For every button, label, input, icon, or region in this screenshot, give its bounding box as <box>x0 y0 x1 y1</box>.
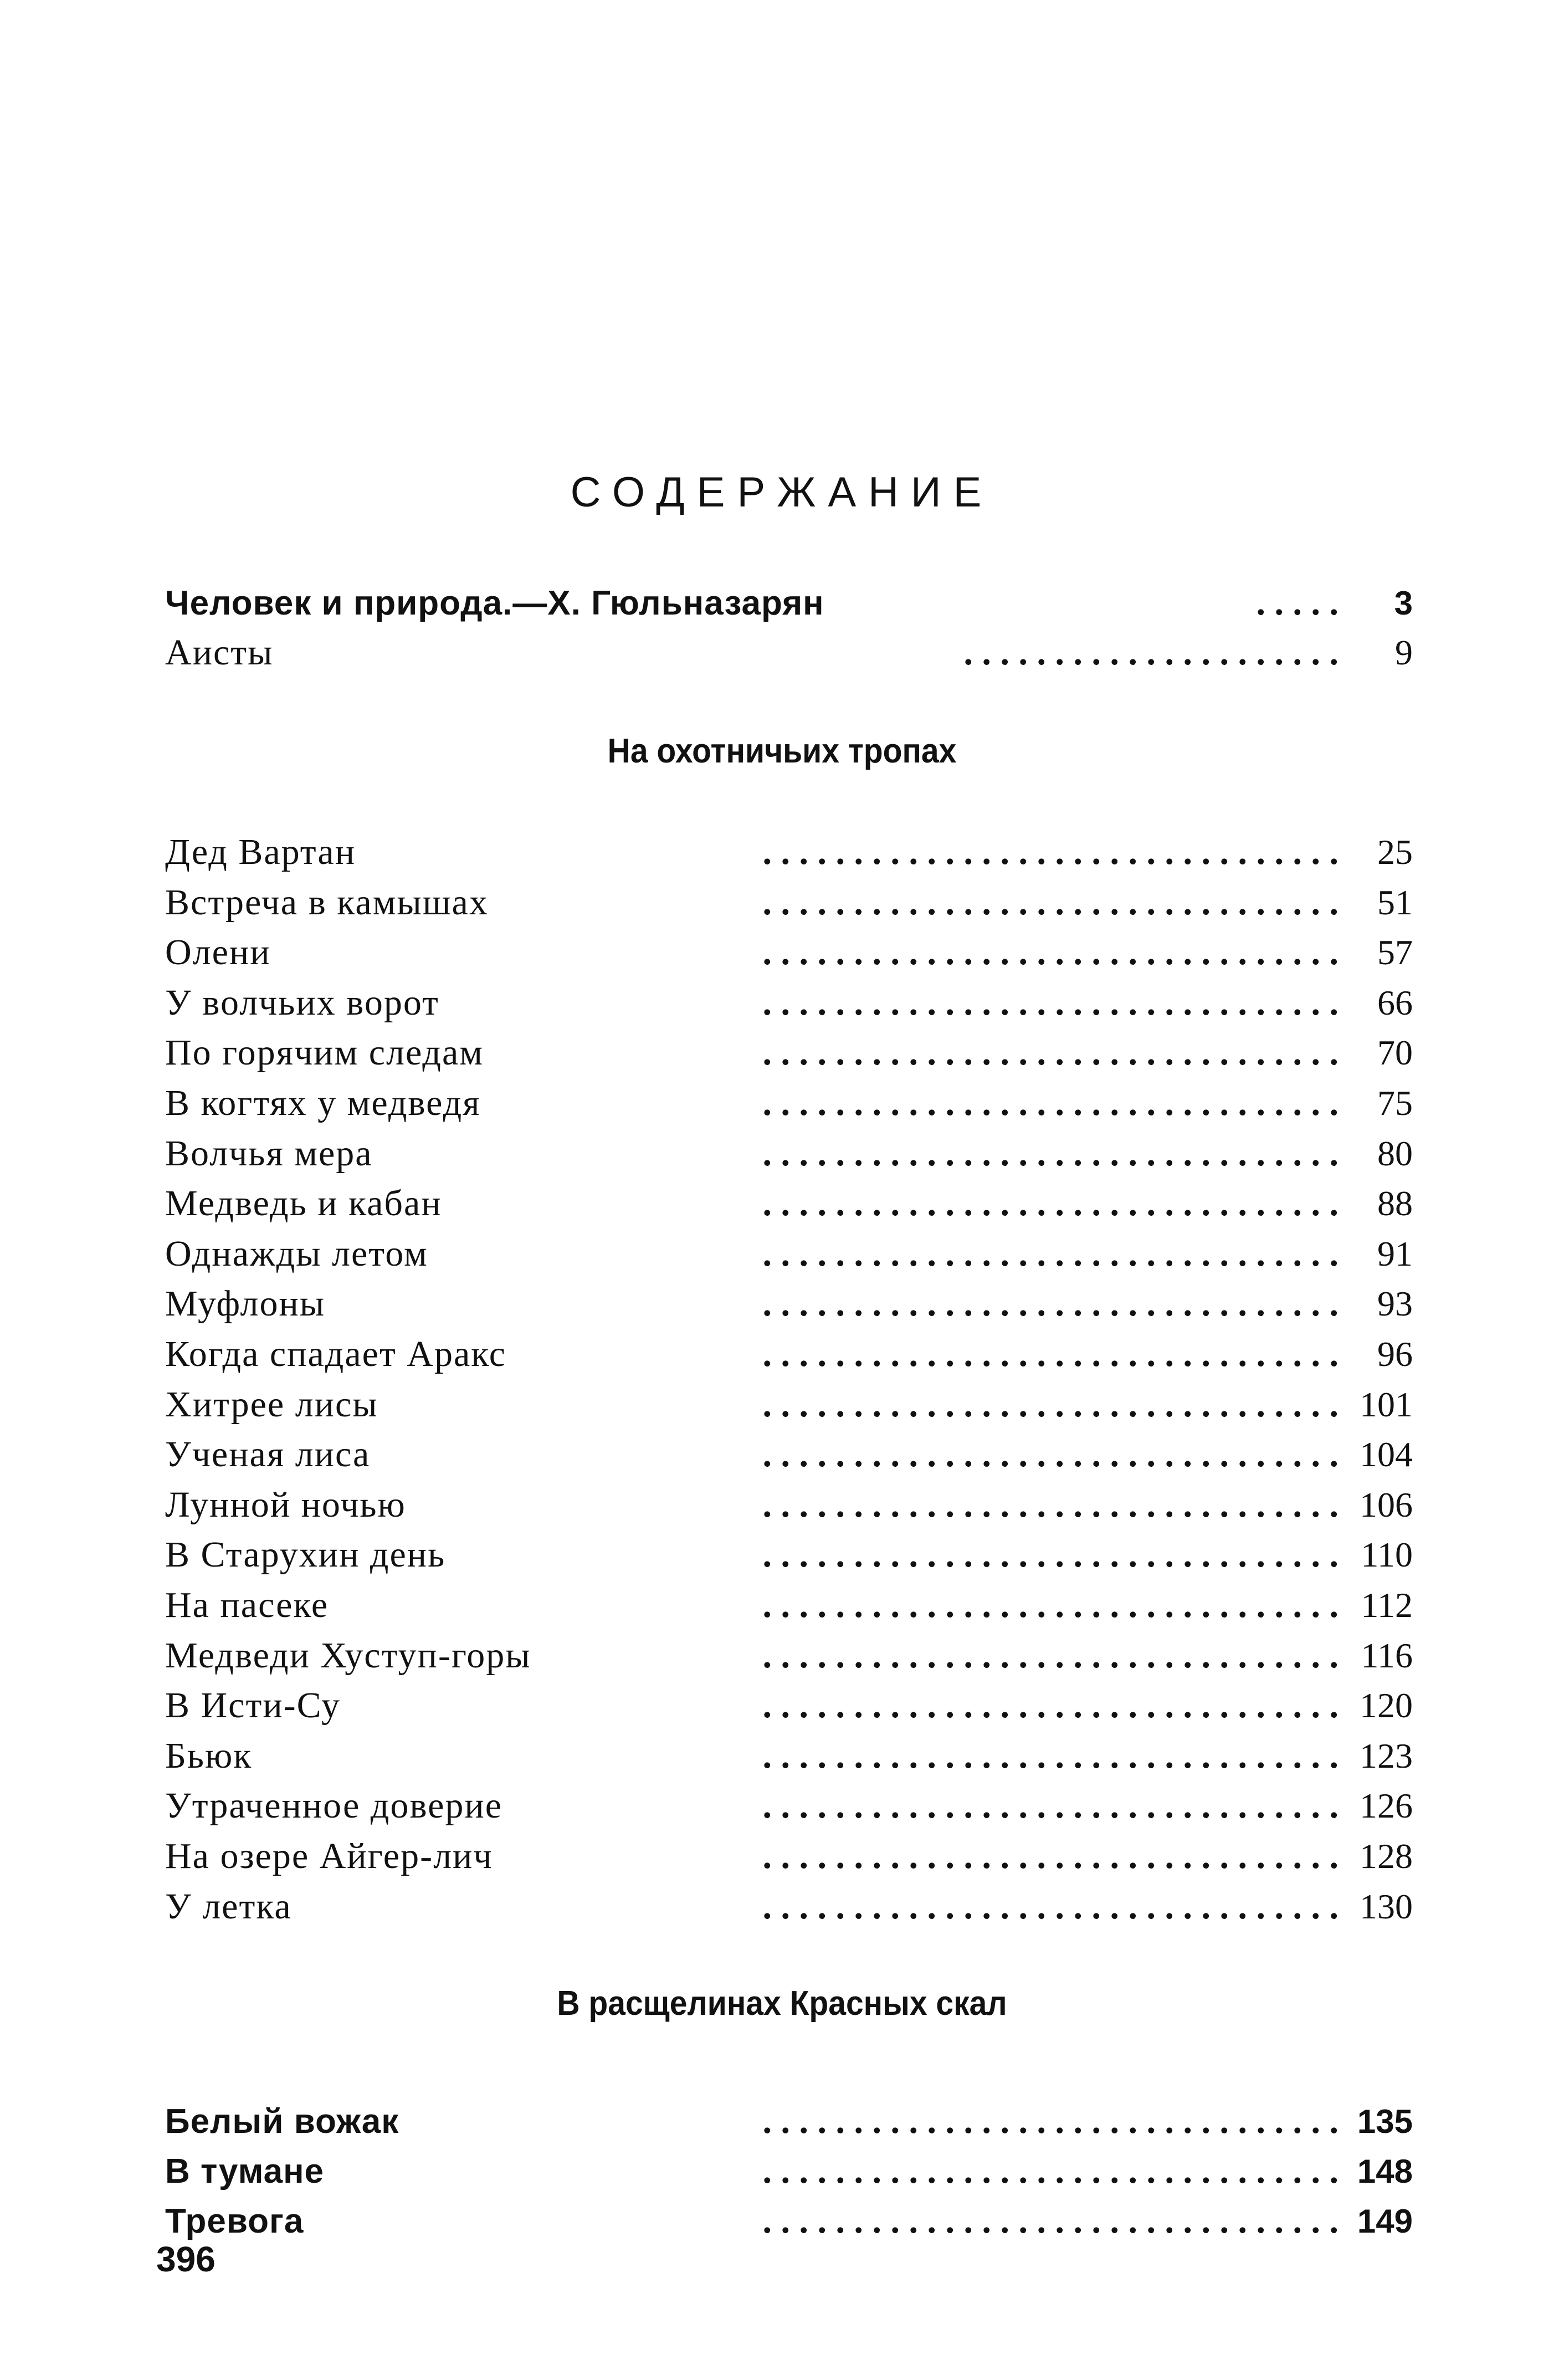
toc-entry-page: 128 <box>1360 1836 1413 1876</box>
dot-leader: . . . . . . . . . . . . . . . . . . . . . . . . . . . . . . . . <box>762 1785 1339 1826</box>
toc-entry-title: Бьюк <box>165 1735 253 1776</box>
toc-entry-page: 96 <box>1377 1334 1413 1374</box>
dot-leader: . . . . . . . . . . . . . . . . . . . . . . . . . . . . . . . . <box>762 2151 1339 2191</box>
toc-entry-page: 9 <box>1395 633 1413 672</box>
dot-leader: . . . . . . . . . . . . . . . . . . . . . . . . . . . . . . . . <box>762 1484 1339 1525</box>
section-title: В расщелинах Красных скал <box>557 1984 1007 2023</box>
dot-leader: . . . . . . . . . . . . . . . . . . . . . . . . . . . . . . . . <box>762 932 1339 973</box>
toc-entry-page: 104 <box>1360 1435 1413 1475</box>
toc-entry-page: 75 <box>1377 1083 1413 1123</box>
toc-entry-title: Утраченное доверие <box>165 1785 503 1826</box>
toc-entry <box>165 1685 1413 1734</box>
toc-entry <box>165 632 1413 682</box>
toc-entry <box>165 1233 1413 1283</box>
toc-entry-title: Однажды летом <box>165 1233 428 1274</box>
toc-entry <box>165 2200 1413 2250</box>
toc-entry-title: Белый вожак <box>165 2102 399 2141</box>
dot-leader: . . . . . . . . . . . . . . . . . . . . . . . . . . . . . . . . <box>762 1384 1339 1425</box>
toc-entry-title: На пасеке <box>165 1585 329 1625</box>
toc-entry-page: 130 <box>1360 1886 1413 1926</box>
toc-entry <box>165 1133 1413 1183</box>
toc-entry <box>165 1785 1413 1835</box>
toc-entry <box>165 2150 1413 2200</box>
toc-entry-page: 106 <box>1360 1485 1413 1524</box>
toc-entry <box>165 1183 1413 1232</box>
dot-leader: . . . . . . . . . . . . . . . . . . . . . . . . . . . . . . . . <box>762 1032 1339 1073</box>
dot-leader: . . . . . . . . . . . . . . . . . . . . . . . . . . . . . . . . <box>762 982 1339 1023</box>
toc-entry-page: 148 <box>1357 2153 1413 2190</box>
toc-entry <box>165 931 1413 981</box>
toc-entry-title: Встреча в камышах <box>165 882 489 923</box>
toc-entry-page: 88 <box>1377 1184 1413 1224</box>
toc-entry <box>165 1584 1413 1634</box>
toc-entry-title: Тревога <box>165 2202 304 2240</box>
toc-entry-page: 70 <box>1377 1033 1413 1073</box>
dot-leader: . . . . . . . . . . . . . . . . . . . . . . . . . . . . . . . . <box>762 1183 1339 1224</box>
dot-leader: . . . . . . . . . . . . . . . . . . . . . . . . . . . . . . . . <box>762 1283 1339 1324</box>
toc-entry-title: В Старухин день <box>165 1534 446 1575</box>
toc-entry-page: 149 <box>1357 2203 1413 2240</box>
toc-entry <box>165 582 1413 632</box>
dot-leader: . . . . . . . . . . . . . . . . . . . . . . . . . . . . . . . . <box>762 1133 1339 1174</box>
dot-leader: . . . . . . . . . . . . . . . . . . . . . . . . . . . . . . . . <box>762 832 1339 872</box>
toc-entry-page: 57 <box>1377 933 1413 973</box>
toc-entry-title: Медведи Хуступ-горы <box>165 1635 531 1676</box>
toc-entry-title: Человек и природа.—Х. Гюльназарян <box>165 584 824 622</box>
toc-entry-page: 91 <box>1377 1233 1413 1273</box>
toc-entry-title: Лунной ночью <box>165 1484 406 1525</box>
dot-leader: . . . . . . . . . . . . . . . . . . . . . . . . . . . . . . . . <box>762 1886 1339 1927</box>
toc-entry-page: 80 <box>1377 1133 1413 1173</box>
page-number: 396 <box>156 2239 216 2279</box>
toc-entry <box>165 1534 1413 1584</box>
toc-entry-title: В когтях у медведя <box>165 1083 481 1123</box>
toc-entry-title: Дед Вартан <box>165 832 356 872</box>
toc-entry-page: 51 <box>1377 882 1413 922</box>
dot-leader: . . . . . . . . . . . . . . . . . . . . . . . . . . . . . . . . <box>762 1434 1339 1475</box>
toc-entry-page: 110 <box>1361 1535 1413 1575</box>
toc-entry <box>165 1484 1413 1534</box>
dot-leader: . . . . . . . . . . . . . . . . . . . . . <box>963 632 1339 673</box>
toc-entry-title: На озере Айгер-лич <box>165 1836 493 1876</box>
toc-entry-title: У волчьих ворот <box>165 982 439 1023</box>
toc-entry <box>165 1635 1413 1685</box>
dot-leader: . . . . . . . . . . . . . . . . . . . . . . . . . . . . . . . . <box>762 2101 1339 2141</box>
toc-entry-title: Олени <box>165 932 271 973</box>
toc-entry-title: Волчья мера <box>165 1133 373 1174</box>
toc-entry-page: 25 <box>1377 832 1413 872</box>
toc-entry-title: Муфлоны <box>165 1283 326 1324</box>
toc-entry-page: 3 <box>1394 585 1413 622</box>
toc-entry <box>165 882 1413 931</box>
dot-leader: . . . . . . . . . . . . . . . . . . . . . . . . . . . . . . . . <box>762 1585 1339 1625</box>
dot-leader: . . . . . . . . . . . . . . . . . . . . . . . . . . . . . . . . <box>762 1534 1339 1575</box>
toc-entry-title: Медведь и кабан <box>165 1183 442 1224</box>
toc-entry-title: Аисты <box>165 632 274 673</box>
toc-entry-page: 123 <box>1360 1736 1413 1775</box>
toc-entry <box>165 1283 1413 1333</box>
toc-entry-page: 66 <box>1377 982 1413 1022</box>
toc-entry <box>165 831 1413 881</box>
toc-entry-title: Ученая лиса <box>165 1434 371 1475</box>
dot-leader: . . . . . . . . . . . . . . . . . . . . . . . . . . . . . . . . <box>762 1735 1339 1776</box>
dot-leader: . . . . . <box>1256 582 1339 623</box>
toc-entry-title: У летка <box>165 1886 292 1927</box>
dot-leader: . . . . . . . . . . . . . . . . . . . . . . . . . . . . . . . . <box>762 1334 1339 1374</box>
toc-entry-title: В Исти-Су <box>165 1685 341 1726</box>
toc-entry <box>165 1434 1413 1483</box>
dot-leader: . . . . . . . . . . . . . . . . . . . . . . . . . . . . . . . . <box>762 1635 1339 1676</box>
toc-entry-title: По горячим следам <box>165 1032 484 1073</box>
toc-entry <box>165 1835 1413 1885</box>
dot-leader: . . . . . . . . . . . . . . . . . . . . . . . . . . . . . . . . <box>762 1685 1339 1726</box>
toc-entry-page: 126 <box>1360 1786 1413 1826</box>
toc-entry <box>165 1735 1413 1785</box>
toc-entry <box>165 2100 1413 2150</box>
toc-entry-title: В тумане <box>165 2152 325 2190</box>
toc-entry <box>165 1333 1413 1383</box>
dot-leader: . . . . . . . . . . . . . . . . . . . . . . . . . . . . . . . . <box>762 1836 1339 1876</box>
toc-heading: СОДЕРЖАНИЕ <box>570 469 994 516</box>
toc-entry-page: 93 <box>1377 1284 1413 1324</box>
toc-entry-page: 120 <box>1360 1686 1413 1726</box>
section-title: На охотничьих тропах <box>607 732 957 770</box>
toc-entry <box>165 1082 1413 1132</box>
toc-entry <box>165 1384 1413 1434</box>
toc-entry-title: Хитрее лисы <box>165 1384 378 1425</box>
toc-entry-page: 101 <box>1360 1384 1413 1424</box>
toc-entry-page: 112 <box>1361 1585 1413 1625</box>
toc-entry <box>165 1032 1413 1082</box>
toc-entry-page: 116 <box>1361 1635 1413 1675</box>
dot-leader: . . . . . . . . . . . . . . . . . . . . . . . . . . . . . . . . <box>762 882 1339 923</box>
dot-leader: . . . . . . . . . . . . . . . . . . . . . . . . . . . . . . . . <box>762 1233 1339 1274</box>
toc-entry <box>165 982 1413 1032</box>
toc-entry-title: Когда спадает Аракс <box>165 1334 506 1374</box>
toc-entry-page: 135 <box>1357 2103 1413 2140</box>
toc-entry <box>165 1886 1413 1936</box>
dot-leader: . . . . . . . . . . . . . . . . . . . . . . . . . . . . . . . . <box>762 2200 1339 2241</box>
dot-leader: . . . . . . . . . . . . . . . . . . . . . . . . . . . . . . . . <box>762 1083 1339 1123</box>
